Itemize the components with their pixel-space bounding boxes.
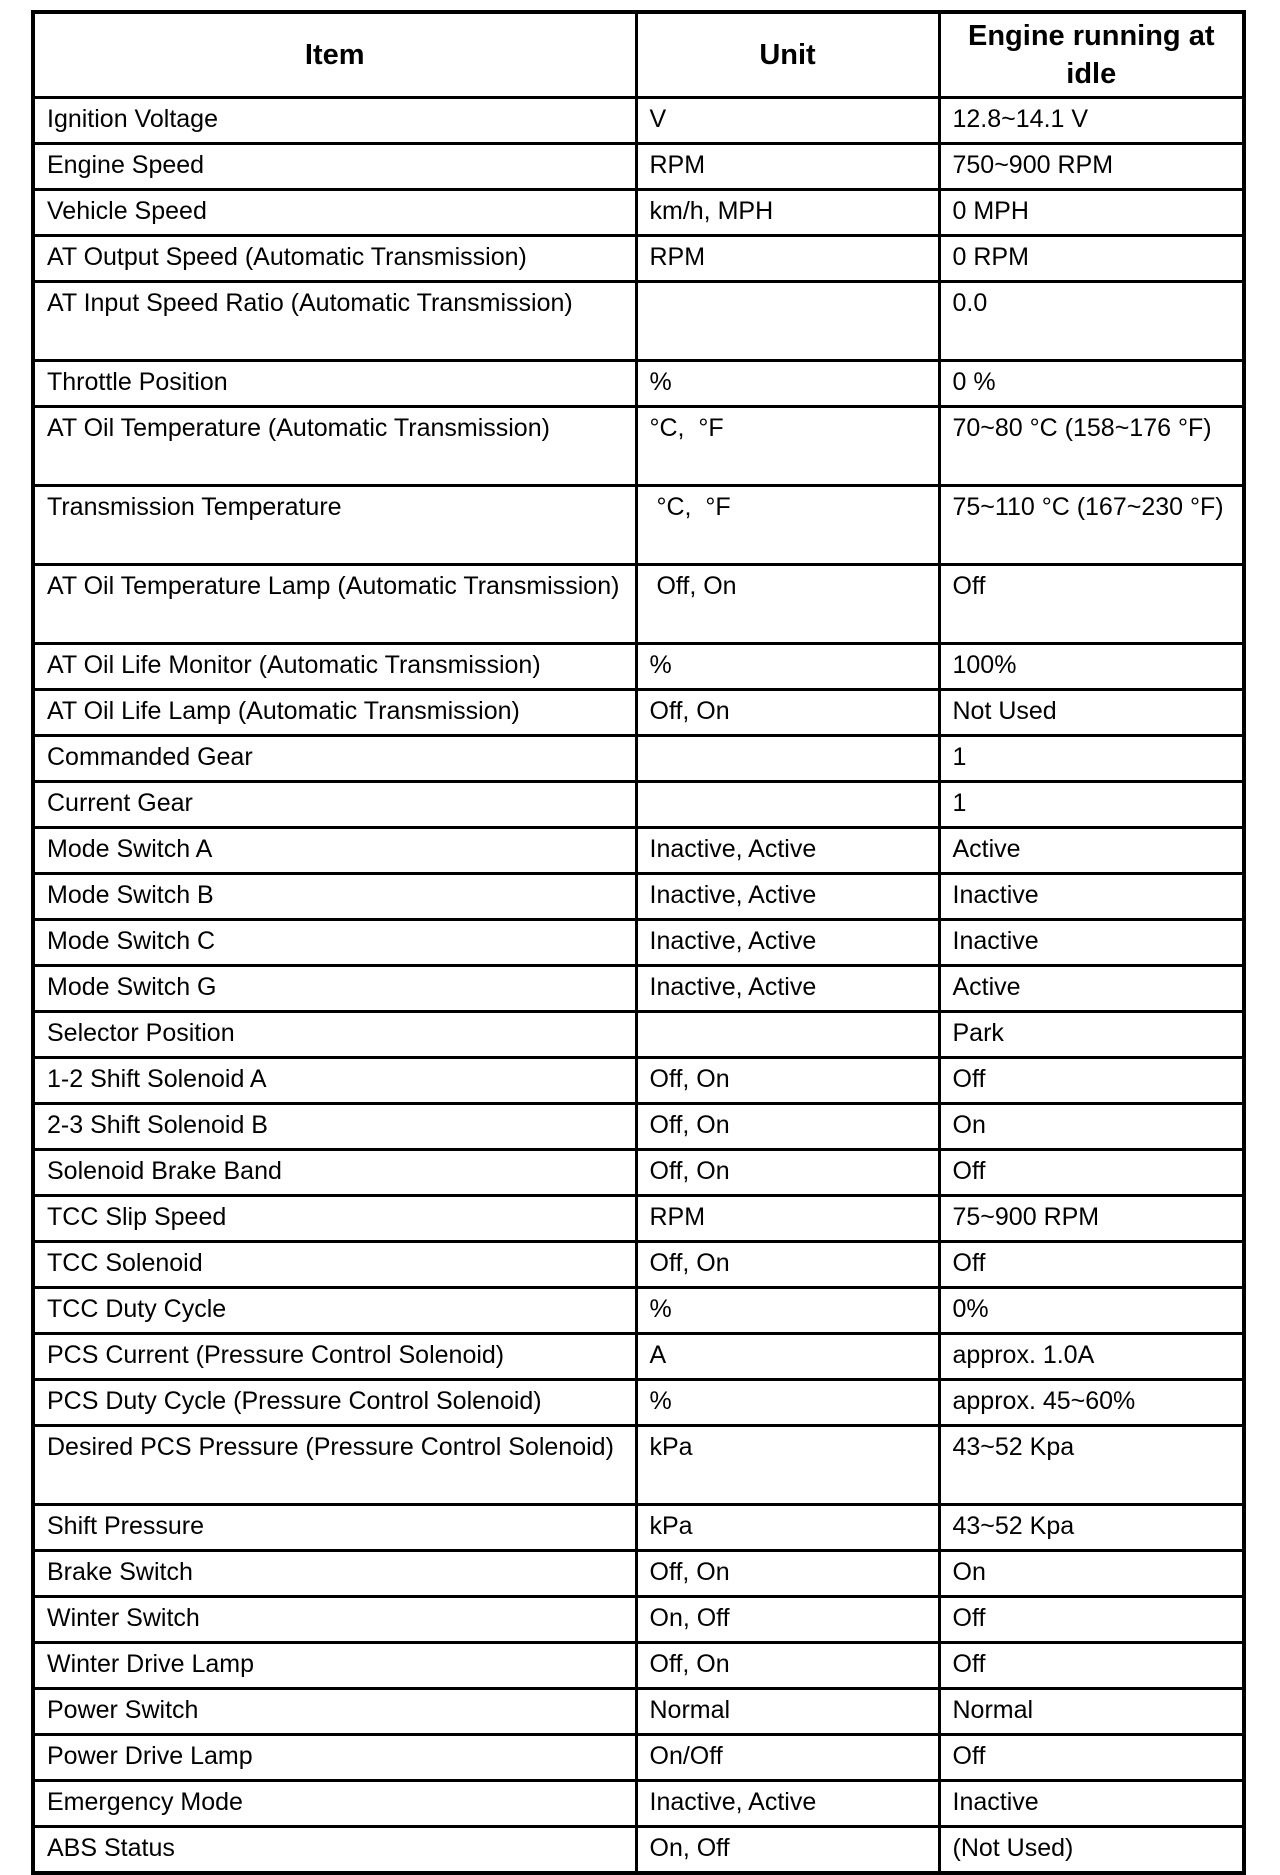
table-row (33, 565, 1244, 644)
cell-value: 0 % (939, 361, 1244, 407)
cell-unit: Off, On (636, 1104, 939, 1150)
cell-unit: A (636, 1334, 939, 1380)
cell-unit: Inactive, Active (636, 828, 939, 874)
cell-value: 75~110 °C (167~230 °F) (939, 486, 1244, 565)
cell-item: Commanded Gear (33, 736, 636, 782)
cell-unit: Off, On (636, 690, 939, 736)
cell-value: Off (939, 1597, 1244, 1643)
cell-value: Inactive (939, 920, 1244, 966)
table-row (33, 1150, 1244, 1196)
table-row (33, 1597, 1244, 1643)
cell-item: Power Drive Lamp (33, 1735, 636, 1781)
cell-unit (636, 282, 939, 361)
cell-value: 43~52 Kpa (939, 1426, 1244, 1505)
table-row (33, 782, 1244, 828)
cell-item: 1-2 Shift Solenoid A (33, 1058, 636, 1104)
cell-unit: kPa (636, 1505, 939, 1551)
table-row (33, 1781, 1244, 1827)
cell-value: approx. 45~60% (939, 1380, 1244, 1426)
cell-unit: Normal (636, 1689, 939, 1735)
data-table (31, 10, 1246, 1875)
table-row (33, 1058, 1244, 1104)
cell-item: Power Switch (33, 1689, 636, 1735)
cell-unit: RPM (636, 1196, 939, 1242)
table-row (33, 644, 1244, 690)
cell-item: AT Oil Temperature (Automatic Transmission) (33, 407, 636, 486)
cell-unit: Off, On (636, 1150, 939, 1196)
cell-unit: On, Off (636, 1597, 939, 1643)
cell-value: On (939, 1104, 1244, 1150)
cell-value: 0 MPH (939, 190, 1244, 236)
cell-item: AT Oil Temperature Lamp (Automatic Transmission) (33, 565, 636, 644)
cell-value: 100% (939, 644, 1244, 690)
cell-value: Off (939, 1242, 1244, 1288)
cell-item: Current Gear (33, 782, 636, 828)
cell-value: 75~900 RPM (939, 1196, 1244, 1242)
cell-item: Shift Pressure (33, 1505, 636, 1551)
cell-item: TCC Solenoid (33, 1242, 636, 1288)
table-row (33, 690, 1244, 736)
cell-value: 750~900 RPM (939, 144, 1244, 190)
table-row (33, 1380, 1244, 1426)
cell-item: Throttle Position (33, 361, 636, 407)
table-row (33, 407, 1244, 486)
cell-value: Inactive (939, 874, 1244, 920)
header-unit: Unit (636, 12, 939, 98)
cell-item: AT Output Speed (Automatic Transmission) (33, 236, 636, 282)
cell-item: Desired PCS Pressure (Pressure Control Solenoid) (33, 1426, 636, 1505)
cell-unit: % (636, 361, 939, 407)
cell-unit: kPa (636, 1426, 939, 1505)
cell-unit: Off, On (636, 565, 939, 644)
cell-value: Active (939, 828, 1244, 874)
cell-item: Selector Position (33, 1012, 636, 1058)
cell-item: ABS Status (33, 1827, 636, 1874)
cell-value: 12.8~14.1 V (939, 98, 1244, 144)
cell-item: Transmission Temperature (33, 486, 636, 565)
table-row (33, 1288, 1244, 1334)
cell-value: Inactive (939, 1781, 1244, 1827)
cell-unit (636, 736, 939, 782)
cell-value: 1 (939, 782, 1244, 828)
cell-unit: Inactive, Active (636, 1781, 939, 1827)
table-row (33, 282, 1244, 361)
cell-item: Winter Drive Lamp (33, 1643, 636, 1689)
cell-item: PCS Duty Cycle (Pressure Control Solenoid) (33, 1380, 636, 1426)
header-row (33, 12, 1244, 98)
cell-value: Off (939, 565, 1244, 644)
table-row (33, 144, 1244, 190)
table-row (33, 1689, 1244, 1735)
cell-item: Engine Speed (33, 144, 636, 190)
cell-value: Off (939, 1643, 1244, 1689)
table-row (33, 1334, 1244, 1380)
table-row (33, 966, 1244, 1012)
cell-unit (636, 782, 939, 828)
table-row (33, 236, 1244, 282)
cell-value: Park (939, 1012, 1244, 1058)
cell-unit: % (636, 1288, 939, 1334)
cell-value: Off (939, 1735, 1244, 1781)
cell-unit: Inactive, Active (636, 874, 939, 920)
table-row (33, 1551, 1244, 1597)
cell-value: Off (939, 1058, 1244, 1104)
table-row (33, 828, 1244, 874)
table-row (33, 1012, 1244, 1058)
cell-value: 70~80 °C (158~176 °F) (939, 407, 1244, 486)
cell-item: Emergency Mode (33, 1781, 636, 1827)
header-item: Item (33, 12, 636, 98)
cell-item: TCC Slip Speed (33, 1196, 636, 1242)
cell-unit: km/h, MPH (636, 190, 939, 236)
table-row (33, 486, 1244, 565)
cell-unit: RPM (636, 236, 939, 282)
cell-item: Mode Switch B (33, 874, 636, 920)
cell-unit: % (636, 1380, 939, 1426)
cell-item: AT Oil Life Lamp (Automatic Transmission) (33, 690, 636, 736)
cell-unit: Off, On (636, 1643, 939, 1689)
cell-value: On (939, 1551, 1244, 1597)
cell-item: 2-3 Shift Solenoid B (33, 1104, 636, 1150)
table-row (33, 1827, 1244, 1874)
cell-value: Off (939, 1150, 1244, 1196)
table-row (33, 874, 1244, 920)
cell-unit: % (636, 644, 939, 690)
table-row (33, 1426, 1244, 1505)
table-row (33, 1242, 1244, 1288)
cell-item: Mode Switch G (33, 966, 636, 1012)
table-row (33, 736, 1244, 782)
cell-item: PCS Current (Pressure Control Solenoid) (33, 1334, 636, 1380)
cell-value: Normal (939, 1689, 1244, 1735)
table-row (33, 361, 1244, 407)
cell-value: (Not Used) (939, 1827, 1244, 1874)
cell-item: Ignition Voltage (33, 98, 636, 144)
cell-unit: Off, On (636, 1551, 939, 1597)
table-row (33, 1196, 1244, 1242)
cell-unit: Off, On (636, 1242, 939, 1288)
cell-unit (636, 1012, 939, 1058)
table-row (33, 1104, 1244, 1150)
cell-value: Not Used (939, 690, 1244, 736)
cell-item: Vehicle Speed (33, 190, 636, 236)
table-row (33, 1505, 1244, 1551)
cell-value: 1 (939, 736, 1244, 782)
table-row (33, 1643, 1244, 1689)
cell-unit: On, Off (636, 1827, 939, 1874)
cell-value: 0.0 (939, 282, 1244, 361)
cell-item: AT Oil Life Monitor (Automatic Transmission) (33, 644, 636, 690)
cell-value: 0% (939, 1288, 1244, 1334)
table-row (33, 920, 1244, 966)
cell-unit: Inactive, Active (636, 966, 939, 1012)
cell-item: Mode Switch C (33, 920, 636, 966)
header-value: Engine running at idle (939, 12, 1244, 98)
table-row (33, 190, 1244, 236)
cell-item: Mode Switch A (33, 828, 636, 874)
cell-unit: On/Off (636, 1735, 939, 1781)
cell-item: Solenoid Brake Band (33, 1150, 636, 1196)
cell-item: Winter Switch (33, 1597, 636, 1643)
table-row (33, 1735, 1244, 1781)
table-row (33, 98, 1244, 144)
cell-unit: °C, °F (636, 407, 939, 486)
cell-unit: Inactive, Active (636, 920, 939, 966)
cell-unit: Off, On (636, 1058, 939, 1104)
cell-value: 0 RPM (939, 236, 1244, 282)
cell-unit: V (636, 98, 939, 144)
cell-unit: °C, °F (636, 486, 939, 565)
cell-value: 43~52 Kpa (939, 1505, 1244, 1551)
cell-item: Brake Switch (33, 1551, 636, 1597)
cell-value: approx. 1.0A (939, 1334, 1244, 1380)
cell-unit: RPM (636, 144, 939, 190)
cell-item: AT Input Speed Ratio (Automatic Transmission) (33, 282, 636, 361)
cell-value: Active (939, 966, 1244, 1012)
cell-item: TCC Duty Cycle (33, 1288, 636, 1334)
